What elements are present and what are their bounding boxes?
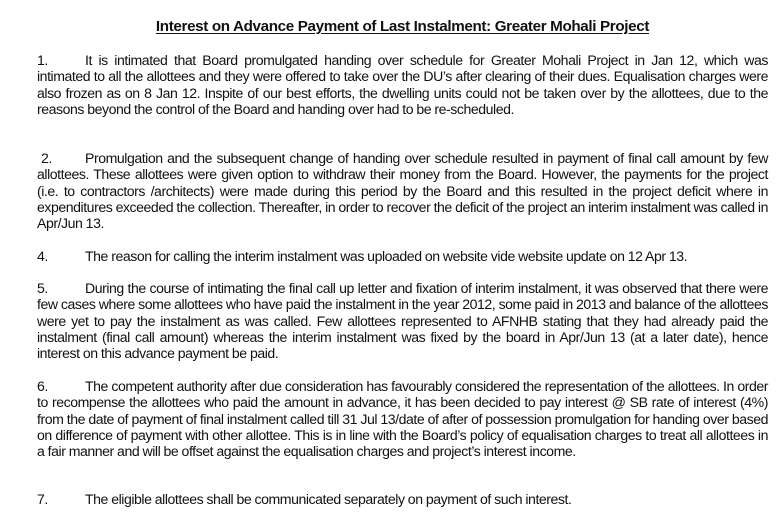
paragraph-7 bbox=[37, 491, 768, 507]
paragraph-number: 2. bbox=[41, 150, 52, 166]
paragraph-text: During the course of intimating the final call up letter and fixation of interim instalment, it was observed that there were few cases where some allottees who have paid the instalment in the year 2012, some paid in 2013 and balance of the allottees were yet to pay the instalment as was called. Few allottees represented to AFNHB stating that they had already paid the instalment (final call amount) whereas the interim instalment was fixed by the board in Apr/Jun 13 (at a later date), hence interest on this advance payment be paid. bbox=[37, 280, 768, 362]
paragraph-text: The competent authority after due consideration has favourably considered the representation of the allottees. In order to recompense the allottees who paid the amount in advance, it has been decided to pay interest @ SB rate of interest (4%) from the date of payment of final instalment called till 31 Jul 13/date of after of possession promulgation for handing over based on difference of payment with other allottee. This is in line with the Board’s policy of equalisation charges to treat all allottees in a fair manner and will be offset against the equalisation charges and project’s interest income. bbox=[37, 378, 768, 460]
paragraph-text: It is intimated that Board promulgated handing over schedule for Greater Mohali Project in Jan 12, which was intimated to all the allottees and they were offered to take over the DU’s after clearing of their dues. Equalisation charges were also frozen as on 8 Jan 12. Inspite of our best efforts, the dwelling units could not be taken over by the allottees, due to the reasons beyond the control of the Board and handing over had to be re-scheduled. bbox=[37, 52, 768, 117]
paragraph-text: Promulgation and the subsequent change of handing over schedule resulted in payment of final call amount by few allottees. These allottees were given option to withdraw their money from the Board. However, the payments for the project (i.e. to contractors /architects) were made during this period by the Board and this resulted in the project deficit where in expenditures exceeded the collection. Thereafter, in order to recover the deficit of the project an interim instalment was called in Apr/Jun 13. bbox=[37, 150, 768, 232]
paragraph-2 bbox=[37, 150, 768, 231]
paragraph-4 bbox=[37, 248, 768, 264]
document-title: Interest on Advance Payment of Last Instalment: Greater Mohali Project bbox=[155, 18, 650, 35]
paragraph-number: 1. bbox=[37, 52, 48, 68]
paragraph-1 bbox=[37, 52, 768, 117]
paragraph-number: 6. bbox=[37, 378, 48, 394]
paragraph-number: 7. bbox=[37, 491, 48, 507]
paragraph-text: The eligible allottees shall be communicated separately on payment of such interest. bbox=[85, 491, 572, 507]
paragraph-number: 4. bbox=[37, 248, 48, 264]
paragraph-text: The reason for calling the interim instalment was uploaded on website vide website update on 12 Apr 13. bbox=[85, 248, 688, 264]
paragraph-number: 5. bbox=[37, 280, 48, 296]
paragraph-5 bbox=[37, 280, 768, 361]
paragraph-6 bbox=[37, 378, 768, 459]
